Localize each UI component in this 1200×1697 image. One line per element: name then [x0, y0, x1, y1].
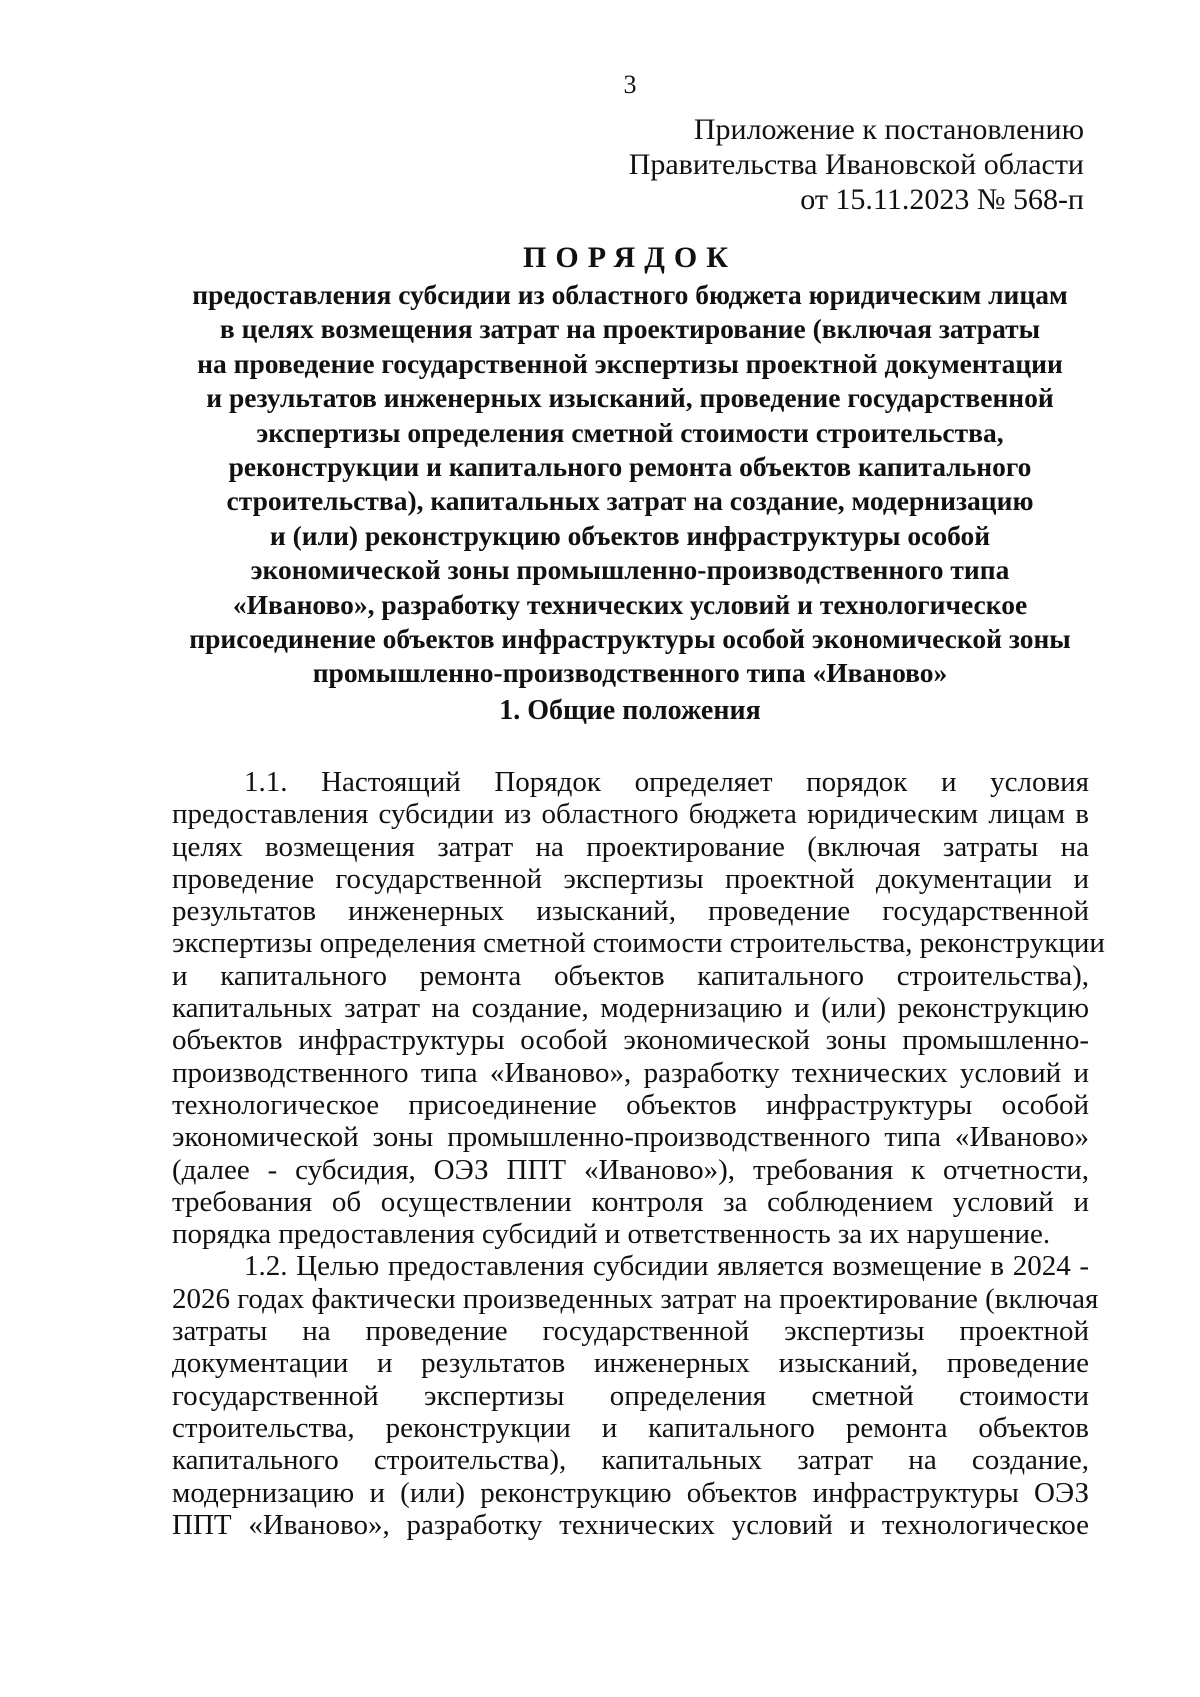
- approval-line: от 15.11.2023 № 568-п: [800, 183, 1084, 216]
- subtitle-line: реконструкции и капитального ремонта объектов капитального: [228, 451, 1032, 483]
- subtitle-line: экспертизы определения сметной стоимости строительства,: [256, 416, 1004, 448]
- paragraph-line: модернизацию и (или) реконструкцию объектов инфраструктуры ОЭЗ: [172, 1476, 1089, 1509]
- paragraph-line: документации и результатов инженерных изысканий, проведение: [172, 1347, 1089, 1380]
- paragraph-line: 2026 годах фактически произведенных затрат на проектирование (включая: [172, 1282, 1099, 1315]
- section-heading: 1. Общие положения: [499, 695, 761, 726]
- paragraph-line: целях возмещения затрат на проектирование (включая затраты на: [172, 830, 1089, 863]
- paragraph-line: предоставления субсидии из областного бюджета юридическим лицам в: [172, 798, 1089, 831]
- subtitle-line: промышленно-производственного типа «Иваново»: [312, 657, 948, 689]
- subtitle-line: присоединение объектов инфраструктуры особой экономической зоны: [189, 623, 1071, 655]
- paragraph-line: результатов инженерных изысканий, проведение государственной: [172, 895, 1089, 928]
- paragraph-1-2: [172, 1250, 1099, 1541]
- paragraph-line: проведение государственной экспертизы проектной документации и: [172, 862, 1089, 895]
- paragraph-line: 1.2. Целью предоставления субсидии является возмещение в 2024 -: [244, 1250, 1089, 1283]
- subtitle-line: в целях возмещения затрат на проектирование (включая затраты: [219, 313, 1041, 345]
- paragraph-line: объектов инфраструктуры особой экономической зоны промышленно-: [172, 1024, 1089, 1057]
- paragraph-line: экспертизы определения сметной стоимости строительства, реконструкции: [172, 927, 1105, 960]
- paragraph-line: затраты на проведение государственной экспертизы проектной: [172, 1315, 1089, 1348]
- paragraph-line: капитального строительства), капитальных затрат на создание,: [172, 1444, 1089, 1477]
- subtitle-line: экономической зоны промышленно-производственного типа: [250, 554, 1010, 586]
- subtitle-line: и результатов инженерных изысканий, проведение государственной: [206, 382, 1054, 414]
- approval-line: Приложение к постановлению: [693, 113, 1084, 146]
- approval-line: Правительства Ивановской области: [628, 148, 1084, 181]
- approval-block: [629, 112, 1084, 217]
- paragraph-line: 1.1. Настоящий Порядок определяет порядок и условия: [244, 766, 1089, 798]
- page-number: 3: [623, 70, 637, 99]
- paragraph-line: порядка предоставления субсидий и ответственность за их нарушение.: [172, 1218, 1051, 1251]
- paragraph-line: экономической зоны промышленно-производственного типа «Иваново»: [172, 1121, 1089, 1154]
- body-text: [172, 766, 1105, 1541]
- paragraph-line: капитальных затрат на создание, модернизацию и (или) реконструкцию: [172, 992, 1089, 1025]
- subtitle-line: строительства), капитальных затрат на создание, модернизацию: [226, 485, 1034, 517]
- paragraph-line: (далее - субсидия, ОЭЗ ППТ «Иваново»), требования к отчетности,: [172, 1153, 1089, 1186]
- paragraph-1-1: [172, 766, 1105, 1251]
- paragraph-line: технологическое присоединение объектов инфраструктуры особой: [172, 1088, 1089, 1121]
- subtitle-line: и (или) реконструкцию объектов инфраструктуры особой: [269, 519, 991, 551]
- paragraph-line: и капитального ремонта объектов капитального строительства),: [172, 959, 1089, 992]
- paragraph-line: государственной экспертизы определения сметной стоимости: [172, 1379, 1089, 1412]
- subtitle-line: на проведение государственной экспертизы проектной документации: [197, 347, 1063, 379]
- document-subtitle: [165, 278, 1095, 691]
- paragraph-line: ППТ «Иваново», разработку технических условий и технологическое: [172, 1508, 1089, 1541]
- document-title-block: [165, 240, 1095, 691]
- paragraph-line: производственного типа «Иваново», разработку технических условий и: [172, 1056, 1089, 1089]
- document-title: ПОРЯДОК: [523, 241, 737, 274]
- subtitle-line: предоставления субсидии из областного бюджета юридическим лицам: [192, 279, 1068, 310]
- subtitle-line: «Иваново», разработку технических условий и технологическое: [232, 588, 1028, 620]
- paragraph-line: строительства, реконструкции и капитального ремонта объектов: [172, 1411, 1089, 1444]
- paragraph-line: требования об осуществлении контроля за соблюдением условий и: [172, 1185, 1089, 1218]
